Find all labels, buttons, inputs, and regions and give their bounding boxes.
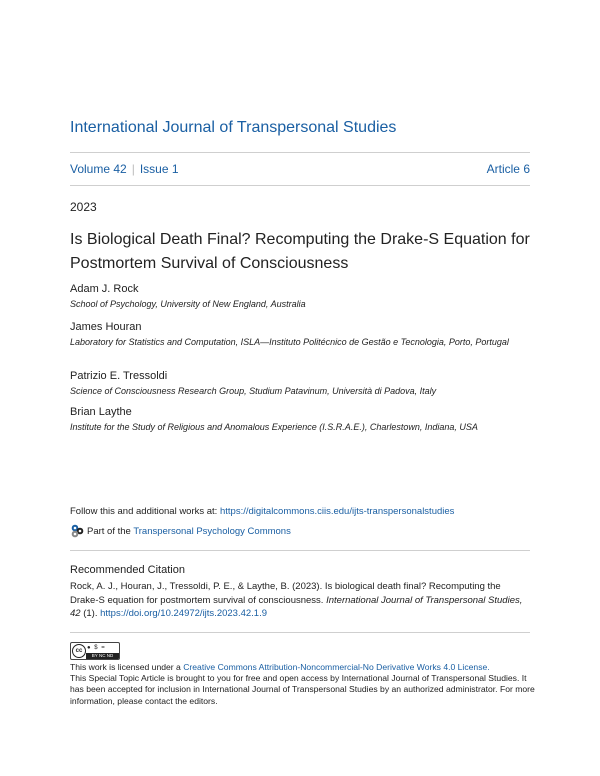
license-statement [70,662,540,707]
cc-attribution-icons: ● $ = [87,645,106,651]
license-link[interactable]: Creative Commons Attribution-Noncommercial-No Derivative Works 4.0 License. [183,662,490,672]
author-affiliation: School of Psychology, University of New England, Australia [70,299,306,309]
access-statement: This Special Topic Article is brought to you for free and open access by International Journal of Transpersonal Studies. It has been accepted for inclusion in International Journal of Transpersonal Studies by an authorized administrator. For more information, please contact the editors. [70,673,535,706]
divider [70,185,530,186]
author-entry [70,282,530,311]
issue-link[interactable]: Issue 1 [139,162,179,176]
author-affiliation: Science of Consciousness Research Group, Studium Patavinum, Università di Padova, Italy [70,386,437,396]
cc-logo-icon: cc [72,644,86,658]
citation-text [70,580,530,621]
citation-journal: International Journal of Transpersonal Studies, 42 [70,594,523,619]
author-name: Adam J. Rock [70,283,139,295]
author-entry [70,405,530,434]
publication-year: 2023 [70,200,97,214]
cc-license-badge[interactable] [70,642,120,660]
separator: | [131,162,135,176]
divider [70,152,530,153]
divider [70,632,530,633]
author-name: James Houran [70,321,142,333]
citation-issue: (1). [80,608,101,619]
doi-link[interactable]: https://doi.org/10.24972/ijts.2023.42.1.9 [100,608,268,619]
part-of-prefix: Part of the [87,526,134,537]
author-name: Brian Laythe [70,406,132,418]
follow-line [70,506,454,517]
license-prefix: This work is licensed under a [70,662,184,672]
author-affiliation: Institute for the Study of Religious and Anomalous Experience (I.S.R.A.E.), Charlestown, Indiana, USA [70,422,478,432]
divider [70,550,530,551]
volume-link[interactable]: Volume 42 [70,162,127,176]
follow-prefix: Follow this and additional works at: [70,506,220,517]
author-entry [70,320,530,349]
article-title: Is Biological Death Final? Recomputing the Drake-S Equation for Postmortem Survival of Consciousness [70,231,530,272]
author-entry [70,369,530,398]
repository-link[interactable]: https://digitalcommons.ciis.edu/ijts-transpersonalstudies [219,506,455,517]
article-link[interactable]: Article 6 [486,162,530,176]
part-of-line [70,524,291,541]
author-affiliation: Laboratory for Statistics and Computation, ISLA—Instituto Politécnico de Gestão e Tecnologia, Porto, Portugal [70,337,509,347]
volume-issue-links [70,162,179,176]
cc-badge-text: BY NC ND [86,653,119,659]
commons-link[interactable]: Transpersonal Psychology Commons [133,526,291,537]
citation-heading: Recommended Citation [70,564,185,576]
author-name: Patrizio E. Tressoldi [70,370,168,382]
citation-body: Rock, A. J., Houran, J., Tressoldi, P. E., & Laythe, B. (2023). Is biological death final? Recomputing the Drake-S equation for postmortem survival of consciousness. [70,581,501,606]
network-icon [70,524,84,541]
journal-title[interactable]: International Journal of Transpersonal Studies [70,119,397,136]
